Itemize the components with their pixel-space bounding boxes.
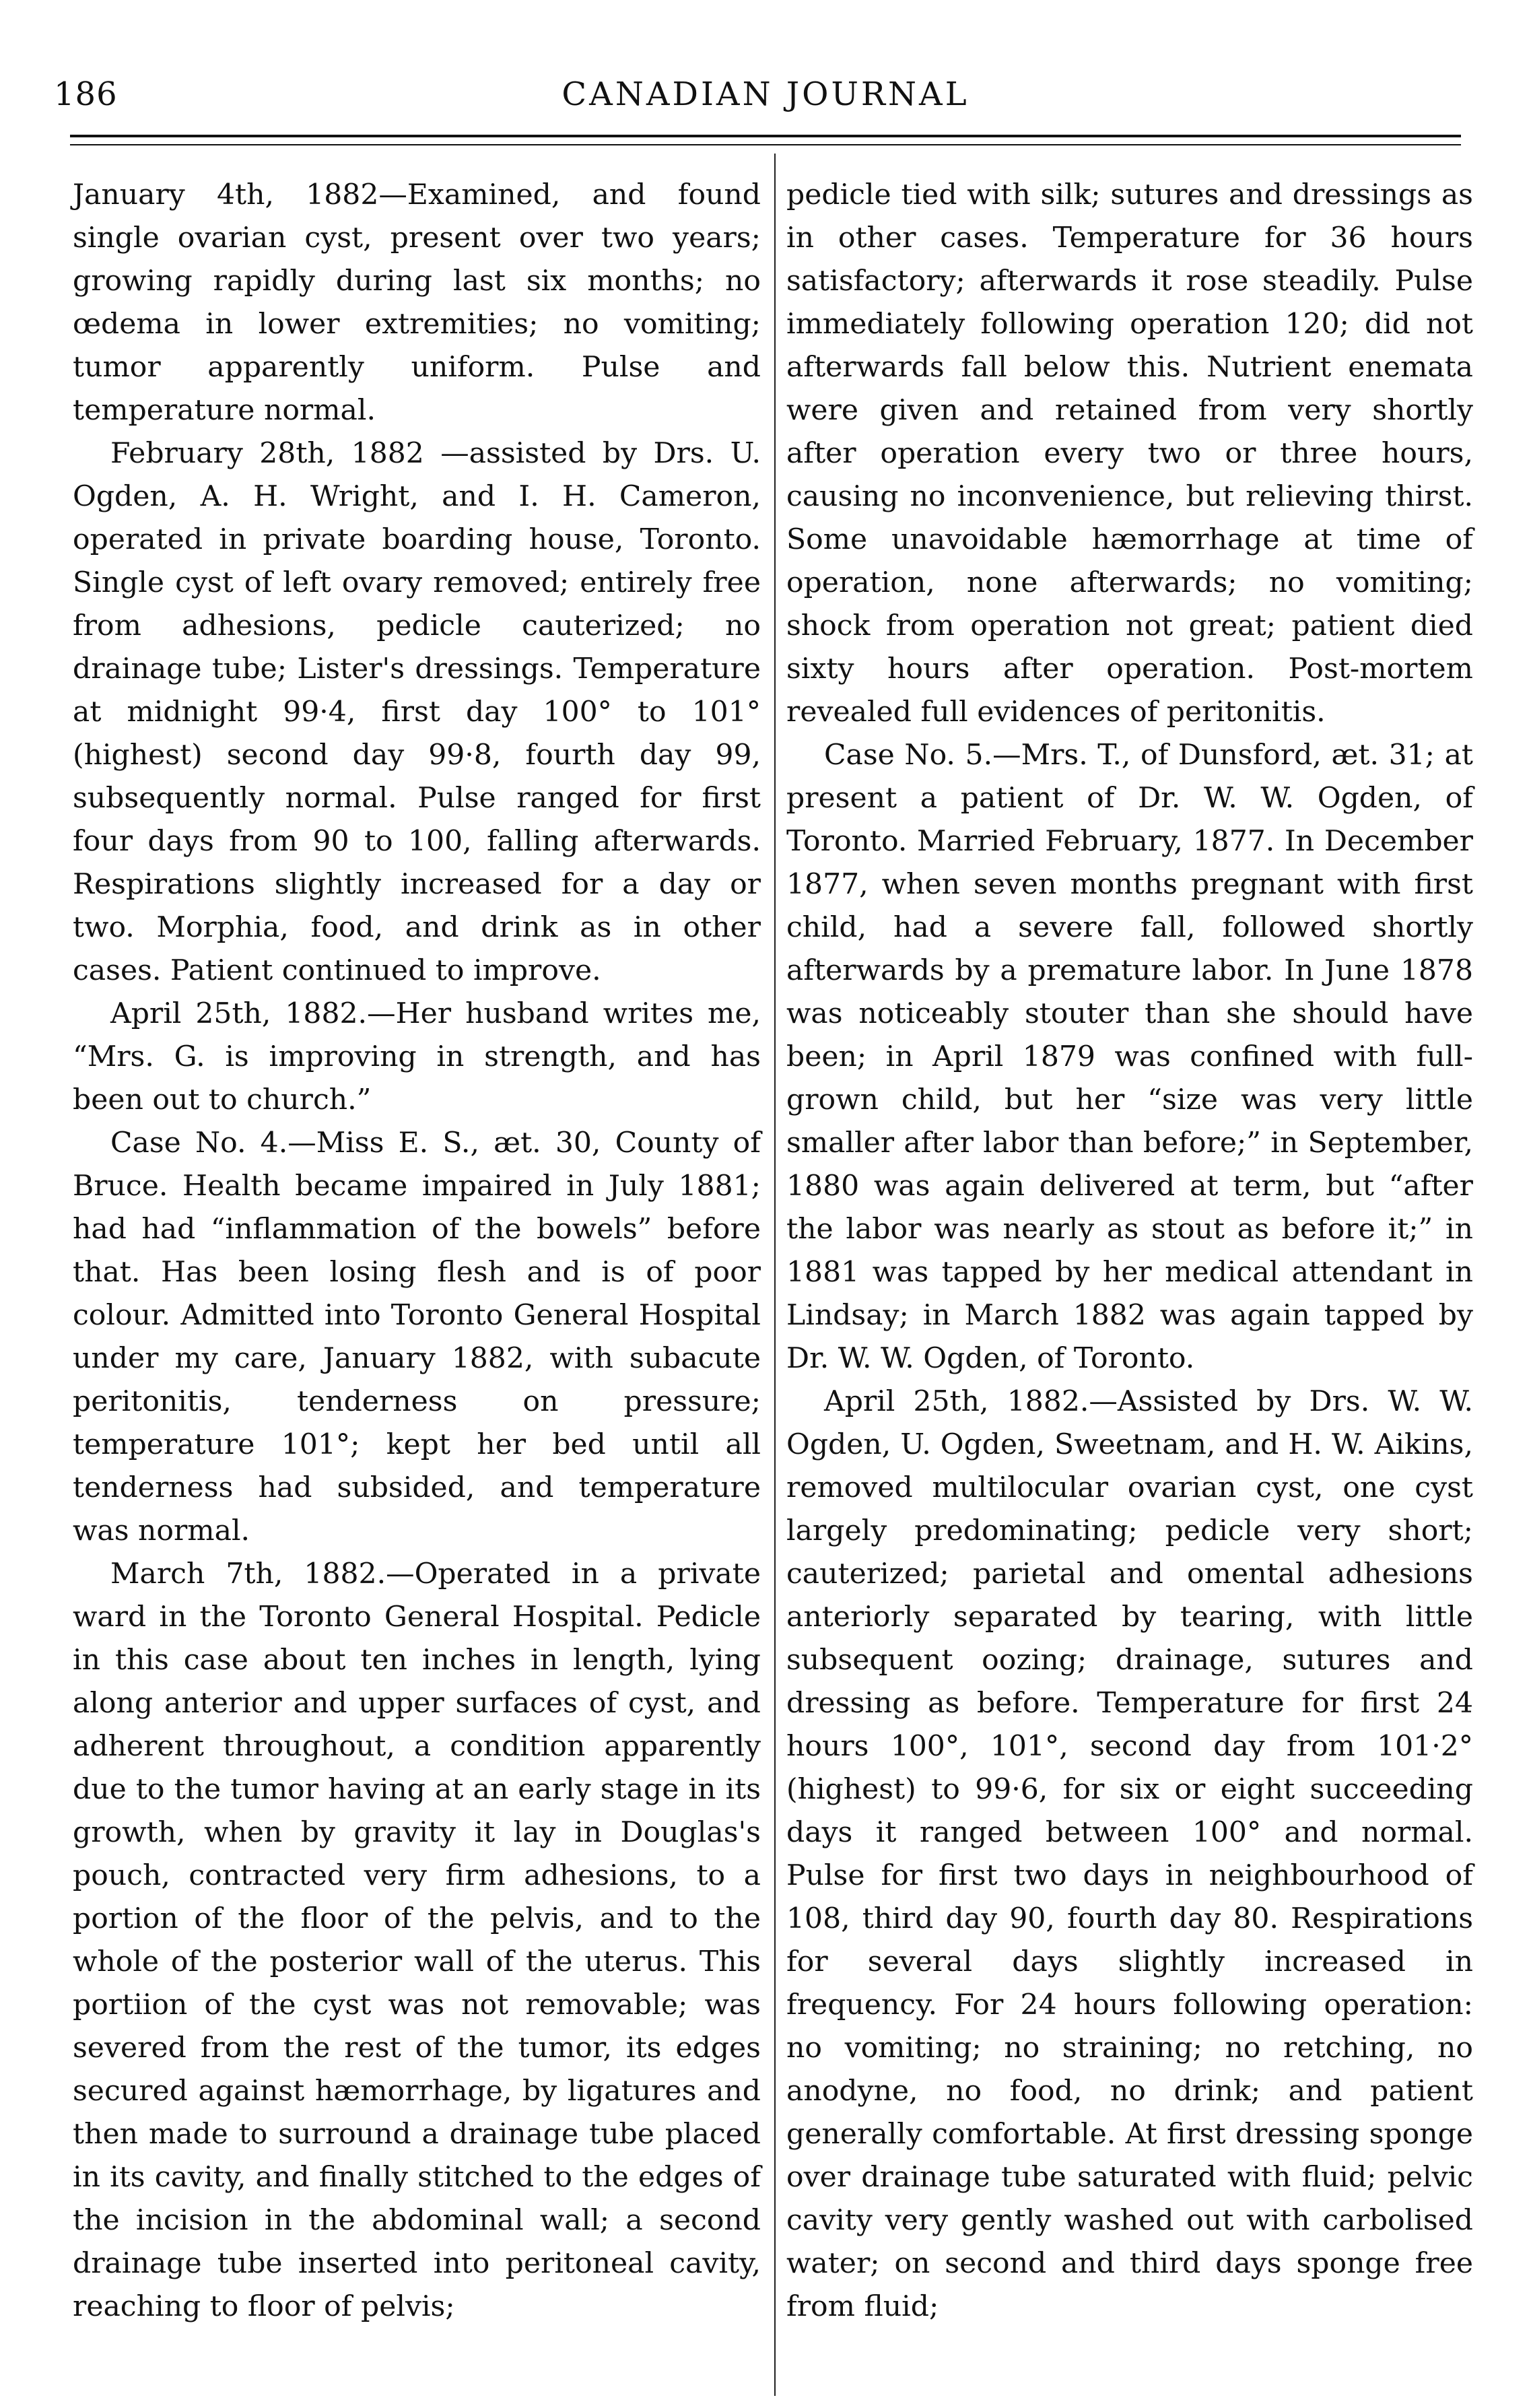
left-column: [73, 174, 761, 2329]
paragraph: April 25th, 1882.—Her husband writes me, “Mrs. G. is improving in strength, and has been out to church.”: [73, 997, 761, 1116]
paragraph: January 4th, 1882—Examined, and found single ovarian cyst, present over two years; growing rapidly during last six months; no œdema in lower extremities; no vomiting; tumor apparently uniform. Pulse and temperature normal.: [73, 178, 761, 427]
paragraph: March 7th, 1882.—Operated in a private ward in the Toronto General Hospital. Pedicle in this case about ten inches in length, lying along anterior and upper surfaces of cyst, and adherent throughout, a condition apparently due to the tumor having at an early stage in its growth, when by gravity it lay in Douglas's pouch, contracted very firm adhesions, to a portion of the floor of the pelvis, and to the whole of the posterior wall of the uterus. This portiion of the cyst was not removable; was severed from the rest of the tumor, its edges secured against hæmorrhage, by ligatures and then made to surround a drainage tube placed in its cavity, and finally stitched to the edges of the incision in the abdominal wall; a second drainage tube inserted into peritoneal cavity, reaching to floor of pelvis;: [73, 1558, 761, 2323]
journal-title: CANADIAN JOURNAL: [562, 75, 969, 113]
right-column: [786, 174, 1473, 2329]
column-divider: [774, 154, 776, 2396]
paragraph: February 28th, 1882 —assisted by Drs. U. Ogden, A. H. Wright, and I. H. Cameron, operated in private boarding house, Toronto. Single cyst of left ovary removed; entirely free from adhesions, pedicle cauterized; no drainage tube; Lister's dressings. Temperature at midnight 99·4, first day 100° to 101° (highest) second day 99·8, fourth day 99, subsequently normal. Pulse ranged for first four days from 90 to 100, falling afterwards. Respirations slightly increased for a day or two. Morphia, food, and drink as in other cases. Patient continued to improve.: [73, 437, 761, 987]
paragraph: April 25th, 1882.—Assisted by Drs. W. W. Ogden, U. Ogden, Sweetnam, and H. W. Aikins, removed multilocular ovarian cyst, one cyst largely predominating; pedicle very short; cauterized; parietal and omental adhesions anteriorly separated by tearing, with little subsequent oozing; drainage, sutures and dressing as before. Temperature for first 24 hours 100°, 101°, second day from 101·2° (highest) to 99·6, for six or eight succeeding days it ranged between 100° and normal. Pulse for first two days in neighbourhood of 108, third day 90, fourth day 80. Respirations for several days slightly increased in frequency. For 24 hours following operation: no vomiting; no straining; no retching, no anodyne, no food, no drink; and patient generally comfortable. At first dressing sponge over drainage tube saturated with fluid; pelvic cavity very gently washed out with carbolised water; on second and third days sponge free from fluid;: [786, 1385, 1473, 2323]
paragraph: Case No. 4.—Miss E. S., æt. 30, County of Bruce. Health became impaired in July 1881; had had “inflammation of the bowels” before that. Has been losing flesh and is of poor colour. Admitted into Toronto General Hospital under my care, January 1882, with subacute peritonitis, tenderness on pressure; temperature 101°; kept her bed until all tenderness had subsided, and temperature was normal.: [73, 1127, 761, 1547]
page-number: 186: [54, 75, 118, 113]
header-rule: [70, 135, 1461, 145]
paragraph: pedicle tied with silk; sutures and dressings as in other cases. Temperature for 36 hours satisfactory; afterwards it rose steadily. Pulse immediately following operation 120; did not afterwards fall below this. Nutrient enemata were given and retained from very shortly after operation every two or three hours, causing no inconvenience, but relieving thirst. Some unavoidable hæmorrhage at time of operation, none afterwards; no vomiting; shock from operation not great; patient died sixty hours after operation. Post-mortem revealed full evidences of peritonitis.: [786, 178, 1473, 729]
paragraph: Case No. 5.—Mrs. T., of Dunsford, æt. 31; at present a patient of Dr. W. W. Ogden, of Toronto. Married February, 1877. In December 1877, when seven months pregnant with first child, had a severe fall, followed shortly afterwards by a premature labor. In June 1878 was noticeably stouter than she should have been; in April 1879 was confined with full-grown child, but her “size was very little smaller after labor than before;” in September, 1880 was again delivered at term, but “after the labor was nearly as stout as before it;” in 1881 was tapped by her medical attendant in Lindsay; in March 1882 was again tapped by Dr. W. W. Ogden, of Toronto.: [786, 739, 1473, 1375]
